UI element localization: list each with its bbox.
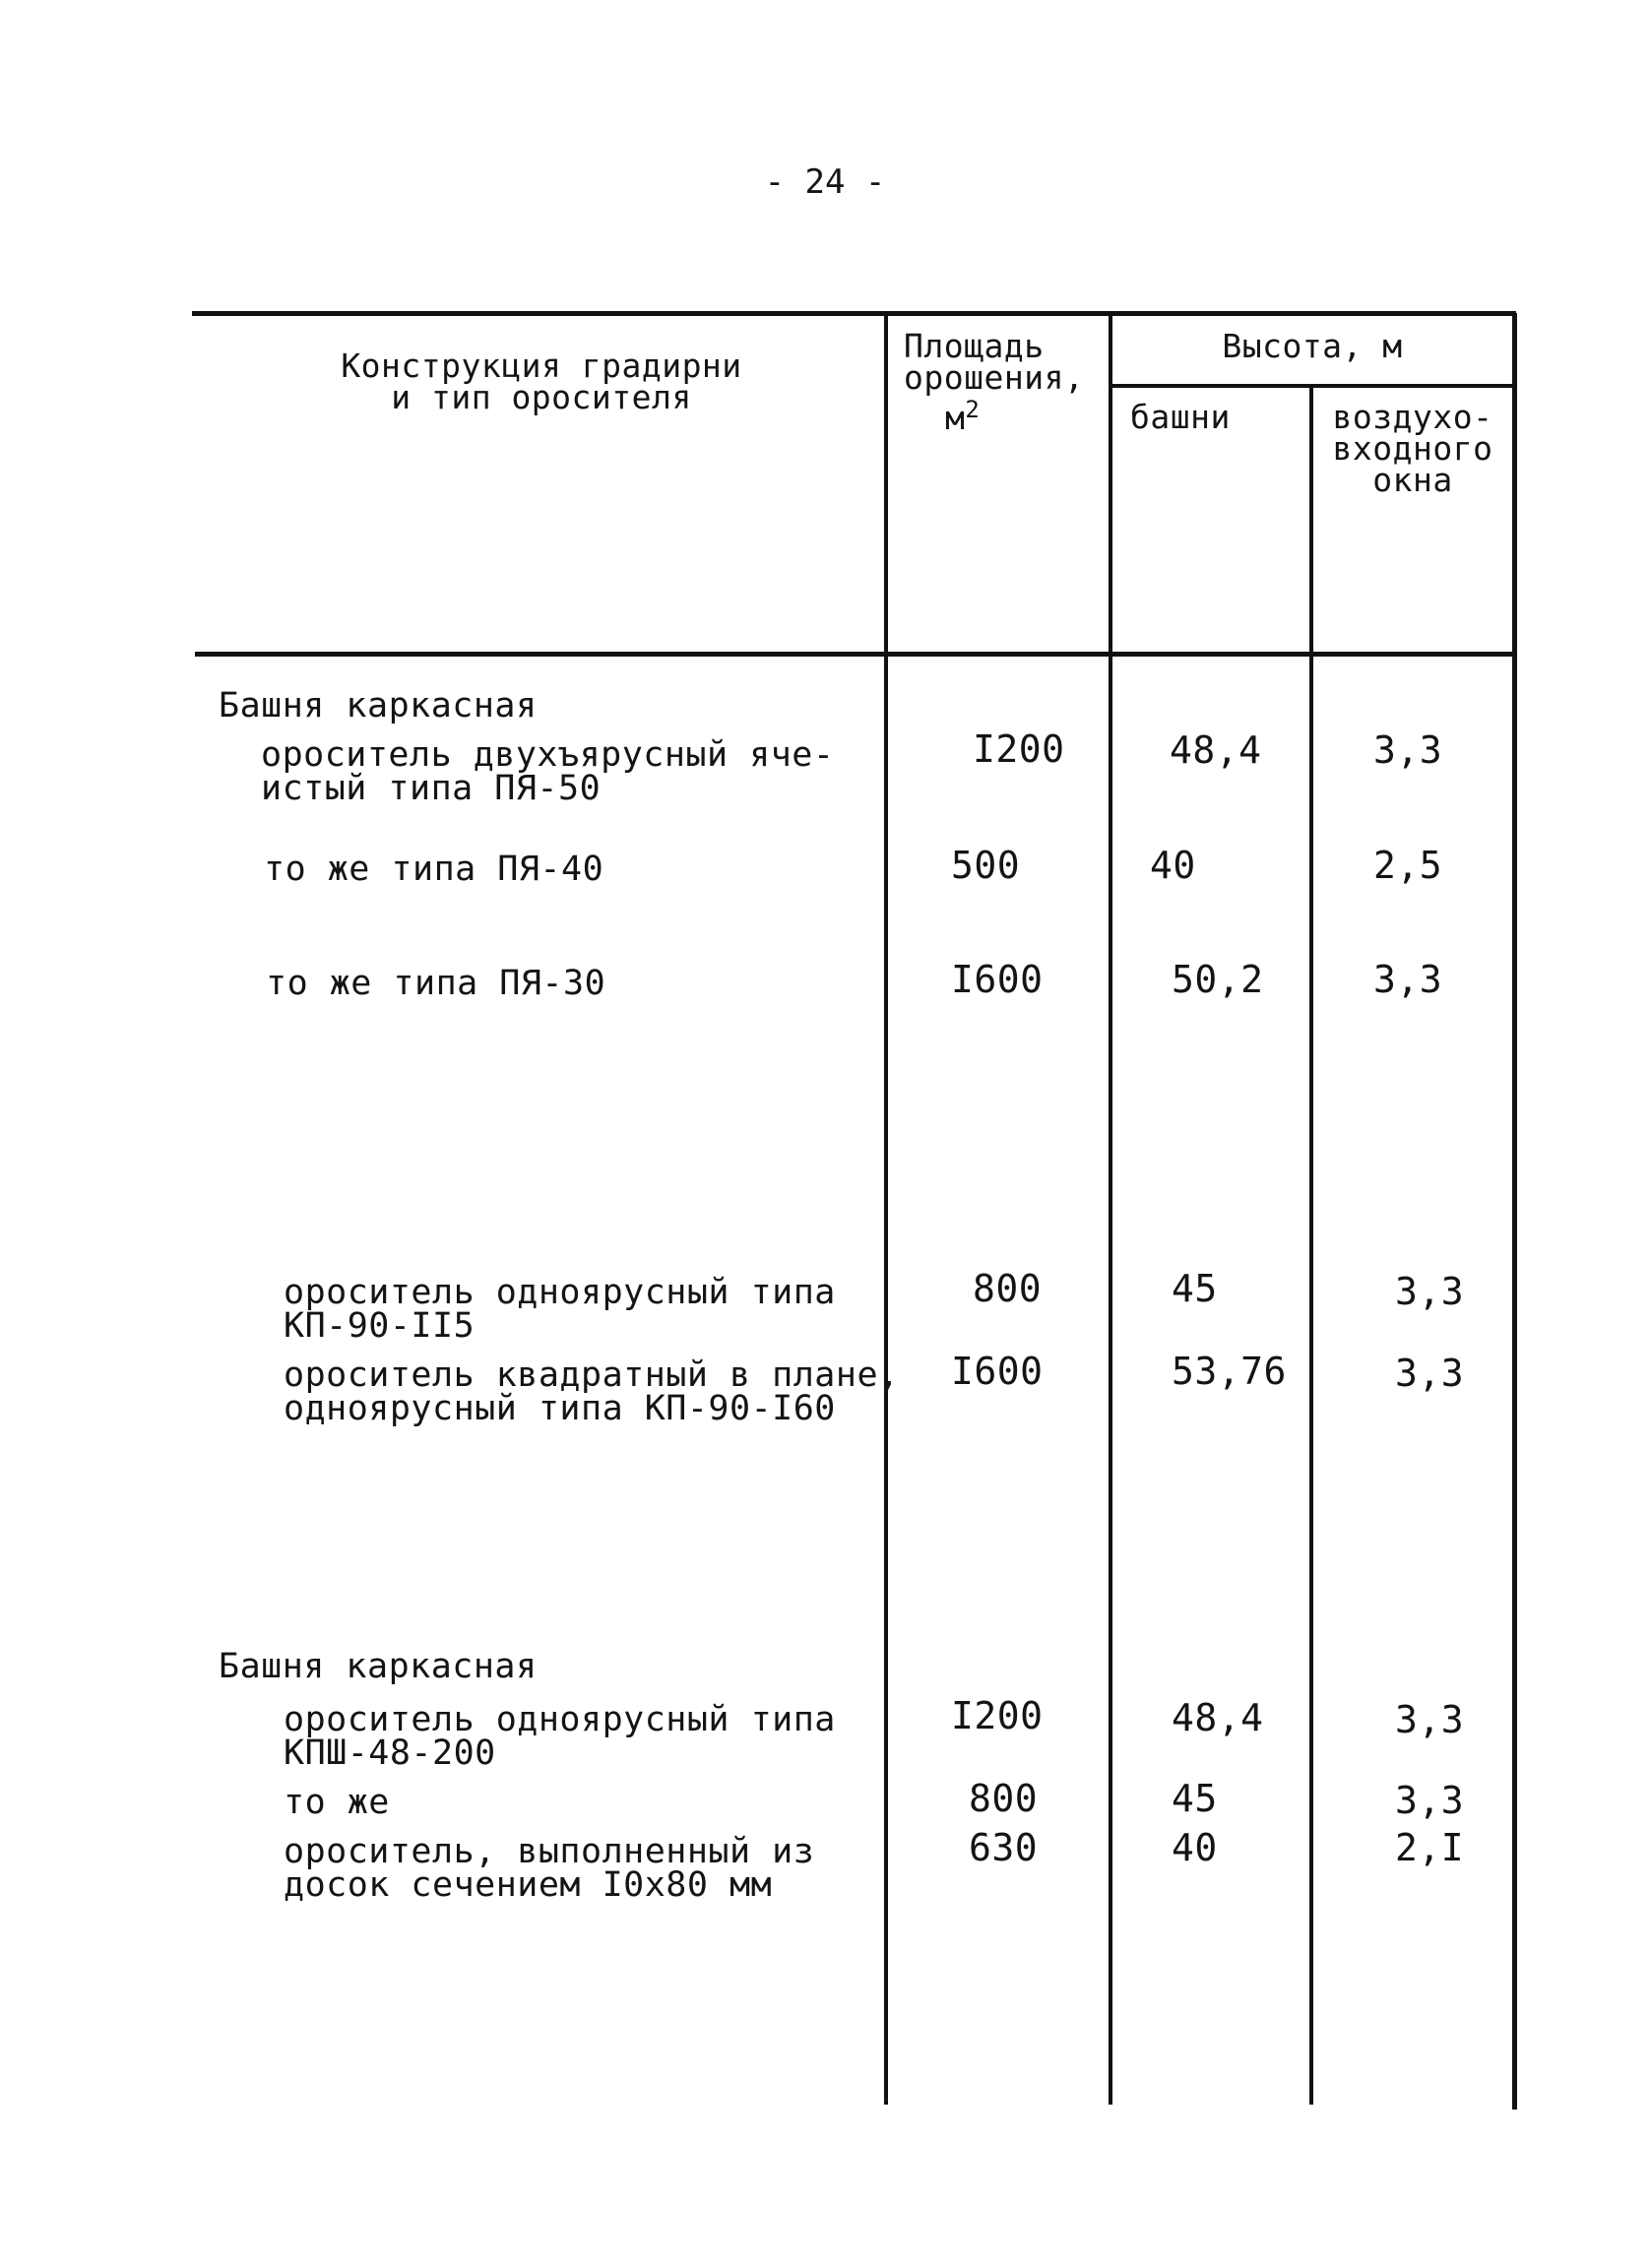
row-window-height: 3,3 [1395, 1698, 1465, 1741]
row-area: I200 [973, 727, 1065, 771]
header-bottom-rule [195, 652, 1516, 657]
row-height: 45 [1172, 1267, 1218, 1310]
row-height: 45 [1172, 1777, 1218, 1820]
row-height: 48,4 [1172, 1696, 1264, 1739]
col-divider-3 [1309, 384, 1313, 2105]
row-description: то же [284, 1783, 390, 1822]
header-height-group: Высота, м [1222, 327, 1403, 365]
header-col2-unit: $м^2$ [945, 396, 981, 437]
header-col1-line1: Конструкция градирни [341, 346, 742, 385]
row-description: ороситель одноярусный типа КП-90-II5 [284, 1273, 836, 1346]
row-height: 50,2 [1172, 958, 1264, 1001]
row-window-height: 3,3 [1373, 958, 1443, 1001]
row-window-height: 2,I [1395, 1826, 1465, 1869]
row-description: ороситель квадратный в плане, одноярусный типа КП-90-I60 [284, 1355, 900, 1428]
page-number: - 24 - [764, 162, 886, 202]
row-description: ороситель одноярусный типа КПШ-48-200 [284, 1700, 836, 1773]
row-area: I600 [951, 958, 1044, 1001]
row-area: 800 [969, 1777, 1039, 1820]
header-col1 [226, 346, 857, 416]
header-col4 [1313, 398, 1512, 499]
header-col4-line1: воздухо- [1332, 398, 1493, 436]
header-col3: башни [1130, 398, 1231, 436]
col-divider-2 [1109, 313, 1112, 2105]
row-description: ороситель двухъярусный яче- истый типа ПЯ-50 [261, 735, 835, 808]
table-top-rule [192, 311, 1516, 316]
header-col4-line3: окна [1372, 461, 1453, 499]
row-height: 40 [1172, 1826, 1218, 1869]
row-description: то же типа ПЯ-30 [266, 964, 606, 1003]
row-area: 630 [969, 1826, 1039, 1869]
row-area: I200 [951, 1694, 1044, 1737]
section-title: Башня каркасная [219, 1647, 538, 1686]
row-window-height: 3,3 [1395, 1779, 1465, 1822]
section-title: Башня каркасная [219, 686, 538, 725]
row-window-height: 2,5 [1373, 844, 1443, 887]
header-col2-line1: Площадь [904, 327, 1045, 365]
row-window-height: 3,3 [1373, 728, 1443, 772]
row-height: 48,4 [1170, 728, 1262, 772]
header-col1-line2: и тип оросителя [391, 378, 692, 416]
row-window-height: 3,3 [1395, 1352, 1465, 1395]
row-window-height: 3,3 [1395, 1270, 1465, 1313]
row-area: 800 [973, 1267, 1043, 1310]
header-col2-line2: орошения, [904, 358, 1085, 397]
row-height: 53,76 [1172, 1350, 1287, 1393]
row-area: 500 [951, 844, 1021, 887]
row-description: то же типа ПЯ-40 [264, 850, 604, 889]
col-divider-1 [884, 313, 888, 2105]
header-col4-line2: входного [1332, 429, 1493, 468]
header-col2 [904, 327, 1101, 437]
row-area: I600 [951, 1350, 1044, 1393]
table-right-border [1512, 313, 1517, 2110]
row-description: ороситель, выполненный из досок сечением I0х80 мм [284, 1832, 815, 1905]
row-height: 40 [1150, 844, 1196, 887]
